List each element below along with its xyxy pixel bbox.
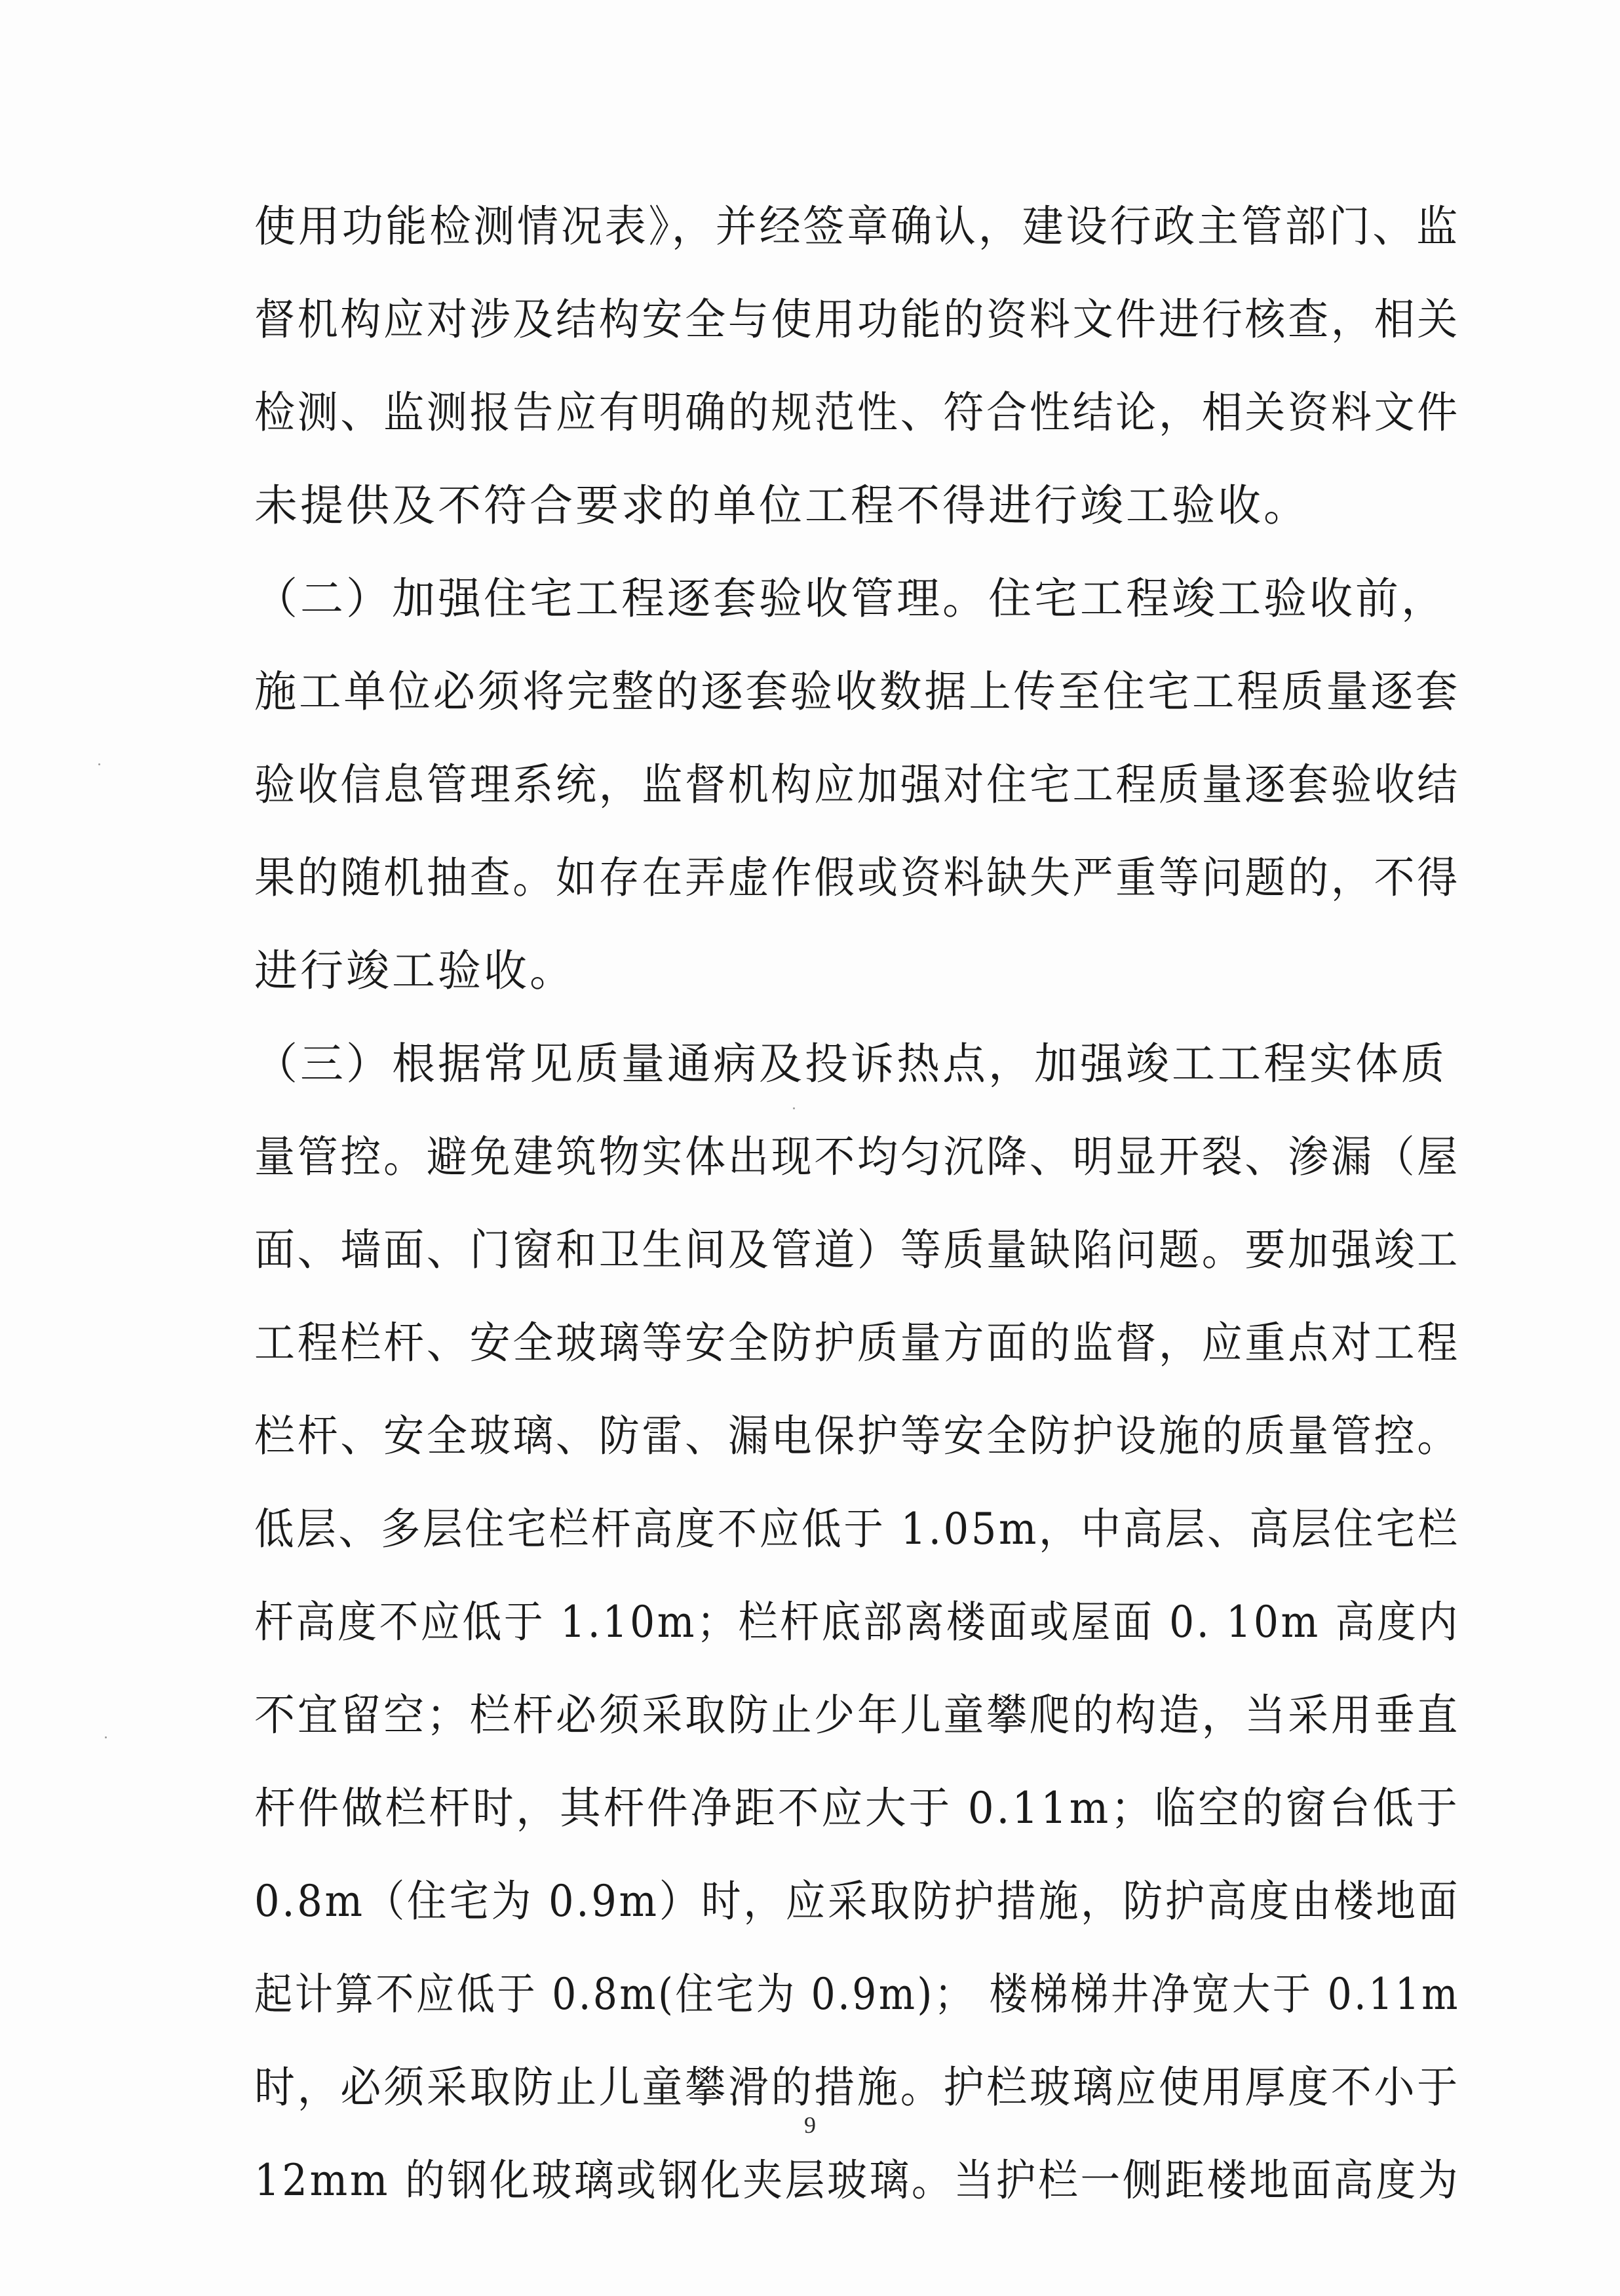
text-line: 起计算不应低于 0.8m(住宅为 0.9m)； 楼梯梯井净宽大于 0.11m bbox=[254, 1969, 1461, 2019]
text-line: 面、墙面、门窗和卫生间及管道）等质量缺陷问题。要加强竣工 bbox=[254, 1225, 1460, 1275]
text-line: 不宜留空；栏杆必须采取防止少年儿童攀爬的构造，当采用垂直 bbox=[254, 1690, 1460, 1740]
text-line: 工程栏杆、安全玻璃等安全防护质量方面的监督，应重点对工程 bbox=[254, 1318, 1460, 1368]
text-line: 督机构应对涉及结构安全与使用功能的资料文件进行核查，相关 bbox=[254, 294, 1460, 345]
text-line: 栏杆、安全玻璃、防雷、漏电保护等安全防护设施的质量管控。 bbox=[254, 1411, 1460, 1461]
text-line: 12mm 的钢化玻璃或钢化夹层玻璃。当护栏一侧距楼地面高度为 bbox=[254, 2155, 1461, 2206]
page-number: 9 bbox=[804, 2112, 816, 2138]
text-line: （三）根据常见质量通病及投诉热点，加强竣工工程实体质 bbox=[254, 1039, 1447, 1089]
text-line: 果的随机抽查。如存在弄虚作假或资料缺失严重等问题的，不得 bbox=[254, 852, 1460, 903]
text-line: 杆件做栏杆时，其杆件净距不应大于 0.11m；临空的窗台低于 bbox=[254, 1783, 1460, 1833]
text-line: 使用功能检测情况表》，并经签章确认，建设行政主管部门、监 bbox=[254, 201, 1460, 252]
text-line: 杆高度不应低于 1.10m；栏杆底部离楼面或屋面 0. 10m 高度内 bbox=[254, 1597, 1460, 1647]
scan-speck bbox=[98, 763, 100, 765]
scan-speck bbox=[105, 1736, 107, 1738]
body-text bbox=[254, 180, 1460, 2227]
text-line: （二）加强住宅工程逐套验收管理。住宅工程竣工验收前， bbox=[254, 573, 1447, 624]
text-line: 进行竣工验收。 bbox=[254, 946, 575, 996]
text-line: 验收信息管理系统，监督机构应加强对住宅工程质量逐套验收结 bbox=[254, 759, 1460, 810]
text-line: 低层、多层住宅栏杆高度不应低于 1.05m，中高层、高层住宅栏 bbox=[254, 1504, 1460, 1554]
text-line: 检测、监测报告应有明确的规范性、符合性结论，相关资料文件 bbox=[254, 387, 1460, 438]
text-line: 时，必须采取防止儿童攀滑的措施。护栏玻璃应使用厚度不小于 bbox=[254, 2062, 1460, 2113]
text-line: 未提供及不符合要求的单位工程不得进行竣工验收。 bbox=[254, 480, 1309, 531]
text-line: 量管控。避免建筑物实体出现不均匀沉降、明显开裂、渗漏（屋 bbox=[254, 1132, 1460, 1182]
text-line: 施工单位必须将完整的逐套验收数据上传至住宅工程质量逐套 bbox=[254, 666, 1460, 717]
text-line: 0.8m（住宅为 0.9m）时，应采取防护措施，防护高度由楼地面 bbox=[254, 1876, 1461, 1926]
